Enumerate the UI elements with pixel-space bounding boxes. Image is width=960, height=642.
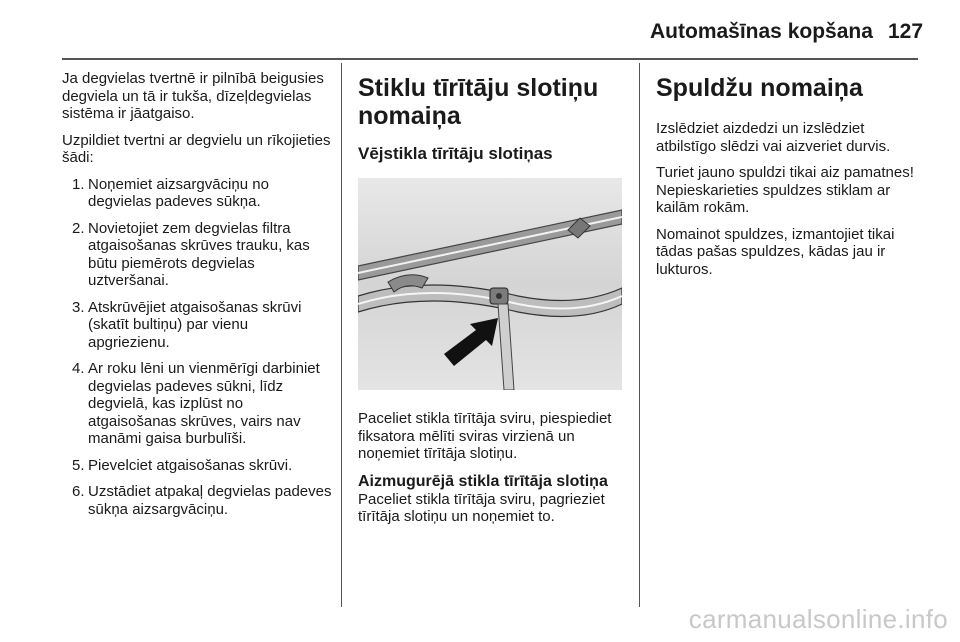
- page-number: 127: [888, 20, 924, 43]
- list-text: Atskrūvējiet atgaisošanas skrūvi (skatīt bultiņu) par vienu apgriezienu.: [88, 298, 302, 351]
- list-item: [62, 457, 332, 475]
- column-divider-2: [639, 63, 640, 607]
- header-rule: [62, 58, 918, 60]
- list-text: Ar roku lēni un vienmērīgi darbiniet degvielas padeves sūkni, līdz degvielā, kas izplūst no atgaisošanas skrūves, vairs nav manāmi gaisa burbulīši.: [88, 360, 320, 447]
- steps-list: [62, 176, 332, 519]
- section-heading: Spuldžu nomaiņa: [656, 74, 863, 102]
- paragraph: Uzpildiet tvertni ar degvielu un rīkojieties šādi:: [62, 131, 331, 166]
- column-3: [656, 74, 926, 287]
- list-item: [62, 483, 332, 518]
- column-1: [62, 70, 332, 527]
- watermark: carmanualsonline.info: [688, 604, 948, 634]
- paragraph: Turiet jauno spuldzi tikai aiz pamatnes! Nepieskarieties spuldzes stiklam ar kailām rokām.: [656, 164, 914, 216]
- list-number: 3.: [72, 298, 85, 316]
- list-item: [62, 299, 332, 352]
- column-divider-1: [341, 63, 342, 607]
- list-item: [62, 220, 332, 290]
- subsection-heading: Vējstikla tīrītāju slotiņas: [358, 144, 553, 163]
- list-number: 2.: [72, 219, 85, 237]
- paragraph: Paceliet stikla tīrītāja sviru, piespiediet fiksatora mēlīti sviras virzienā un noņemiet tīrītāja slotiņu.: [358, 410, 612, 462]
- column-2: [358, 74, 628, 535]
- list-number: 1.: [72, 175, 85, 193]
- subsection-heading: Aizmugurējā stikla tīrītāja slotiņa: [358, 472, 608, 490]
- list-number: 5.: [72, 456, 85, 474]
- header-title: Automašīnas kopšana: [650, 20, 873, 43]
- paragraph: Paceliet stikla tīrītāja sviru, pagrieziet tīrītāja slotiņu un noņemiet to.: [358, 490, 605, 525]
- list-item: [62, 360, 332, 448]
- list-text: Noņemiet aizsargvāciņu no degvielas padeves sūkņa.: [88, 175, 269, 210]
- list-text: Pievelciet atgaisošanas skrūvi.: [88, 456, 293, 474]
- list-number: 6.: [72, 483, 85, 500]
- list-number: 4.: [72, 360, 85, 377]
- list-text: Uzstādiet atpakaļ degvielas padeves sūkņa aizsargvāciņu.: [88, 483, 332, 518]
- list-text: Novietojiet zem degvielas filtra atgaisošanas skrūves trauku, kas būtu piemērots degvielas uztveršanai.: [88, 219, 310, 289]
- page-header: [0, 0, 960, 62]
- paragraph: Izslēdziet aizdedzi un izslēdziet atbilstīgo slēdzi vai aizveriet durvis.: [656, 120, 891, 155]
- wiper-blade-illustration: [358, 178, 622, 390]
- section-heading: Stiklu tīrītāju slotiņu nomaiņa: [358, 74, 599, 130]
- list-item: [62, 176, 332, 211]
- paragraph: Nomainot spuldzes, izmantojiet tikai tādas pašas spuldzes, kādas jau ir lukturos.: [656, 225, 895, 278]
- paragraph: Ja degvielas tvertnē ir pilnībā beigusies degviela un tā ir tukša, dīzeļdegvielas sistēma ir jāatgaiso.: [62, 70, 324, 122]
